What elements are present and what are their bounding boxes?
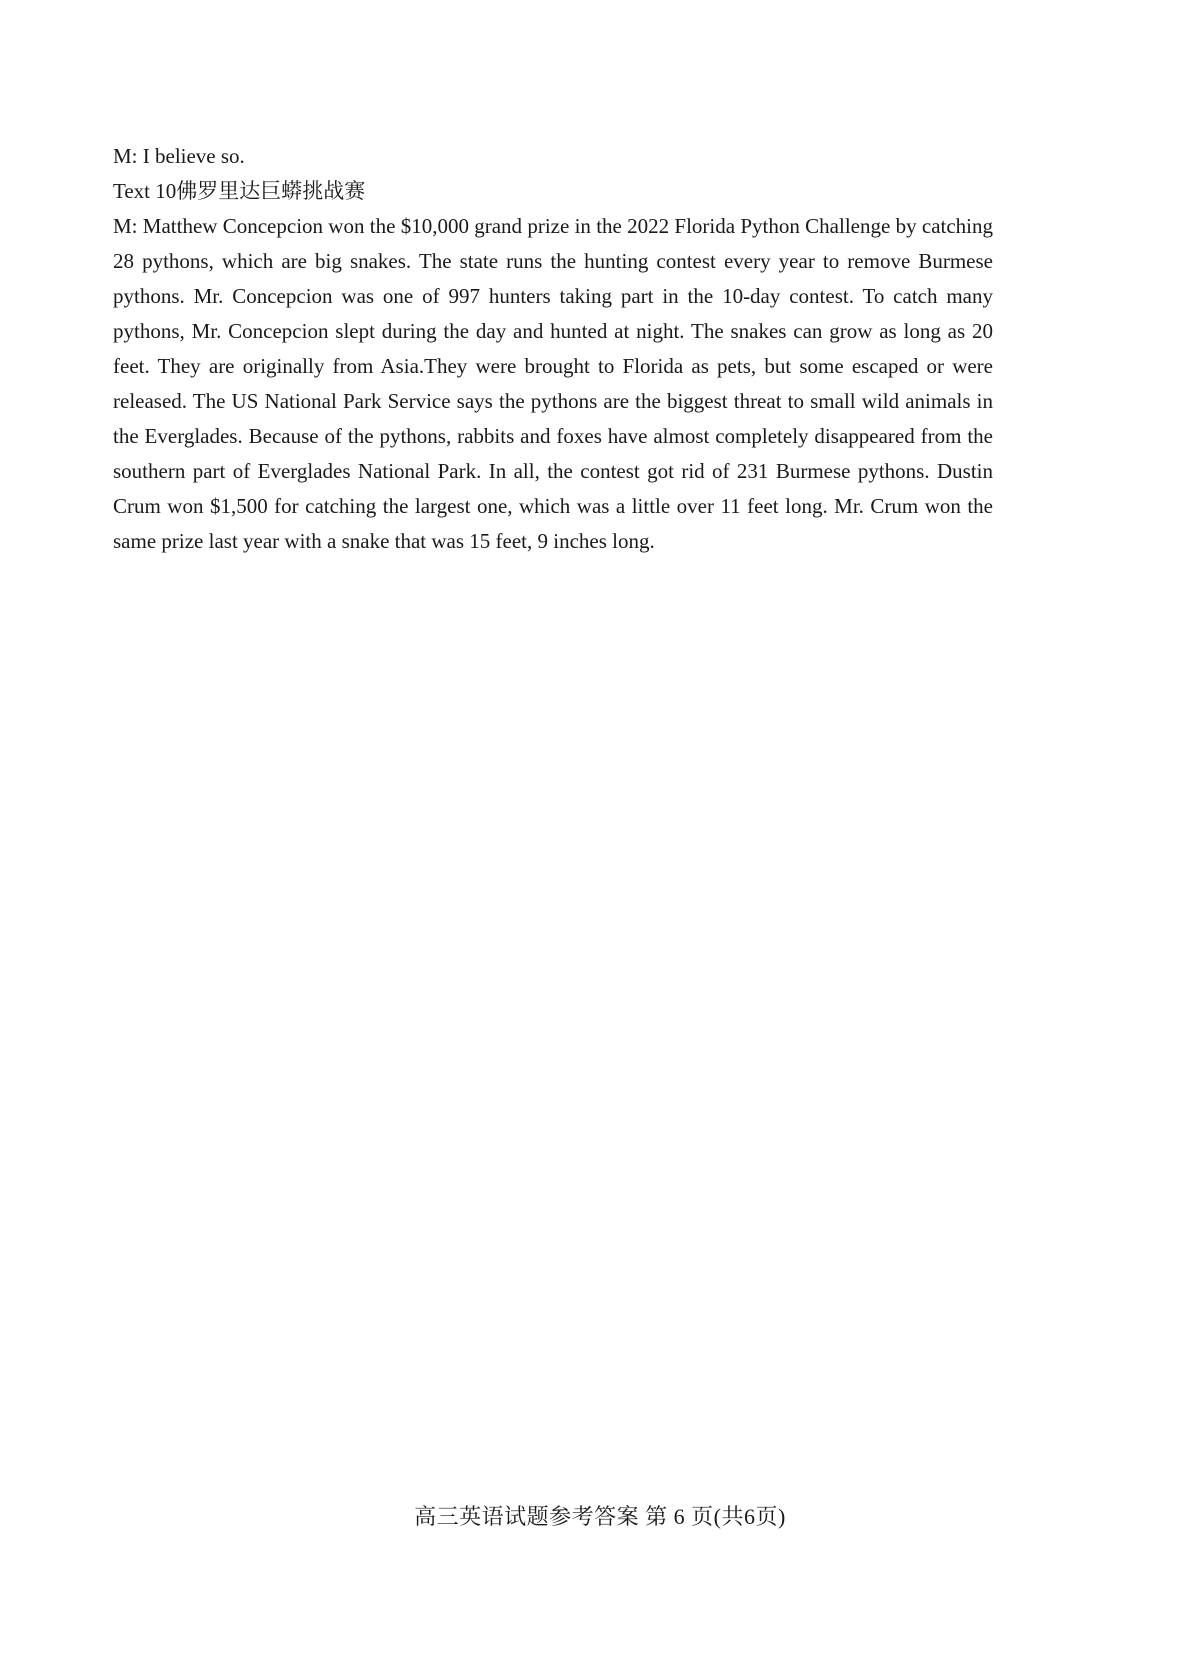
transcript-paragraph: M: Matthew Concepcion won the $10,000 grand prize in the 2022 Florida Python Challenge by catching 28 pythons, which are big snakes. The state runs the hunting contest every year to remove Burmese pythons. Mr. Concepcion was one of 997 hunters taking part in the 10-day contest. To catch many pythons, Mr. Concepcion slept during the day and hunted at night. The snakes can grow as long as 20 feet. They are originally from Asia.They were brought to Florida as pets, but some escaped or were released. The US National Park Service says the pythons are the biggest threat to small wild animals in the Everglades. Because of the pythons, rabbits and foxes have almost completely disappeared from the southern part of Everglades National Park. In all, the contest got rid of 231 Burmese pythons. Dustin Crum won $1,500 for catching the largest one, which was a little over 11 feet long. Mr. Crum won the same prize last year with a snake that was 15 feet, 9 inches long. [113,214,993,553]
section-heading: Text 10佛罗里达巨蟒挑战赛 [113,179,366,203]
page-footer: 高三英语试题参考答案 第 6 页(共6页) [414,1504,786,1529]
document-body [113,139,993,559]
dialogue-line: M: I believe so. [113,144,245,168]
